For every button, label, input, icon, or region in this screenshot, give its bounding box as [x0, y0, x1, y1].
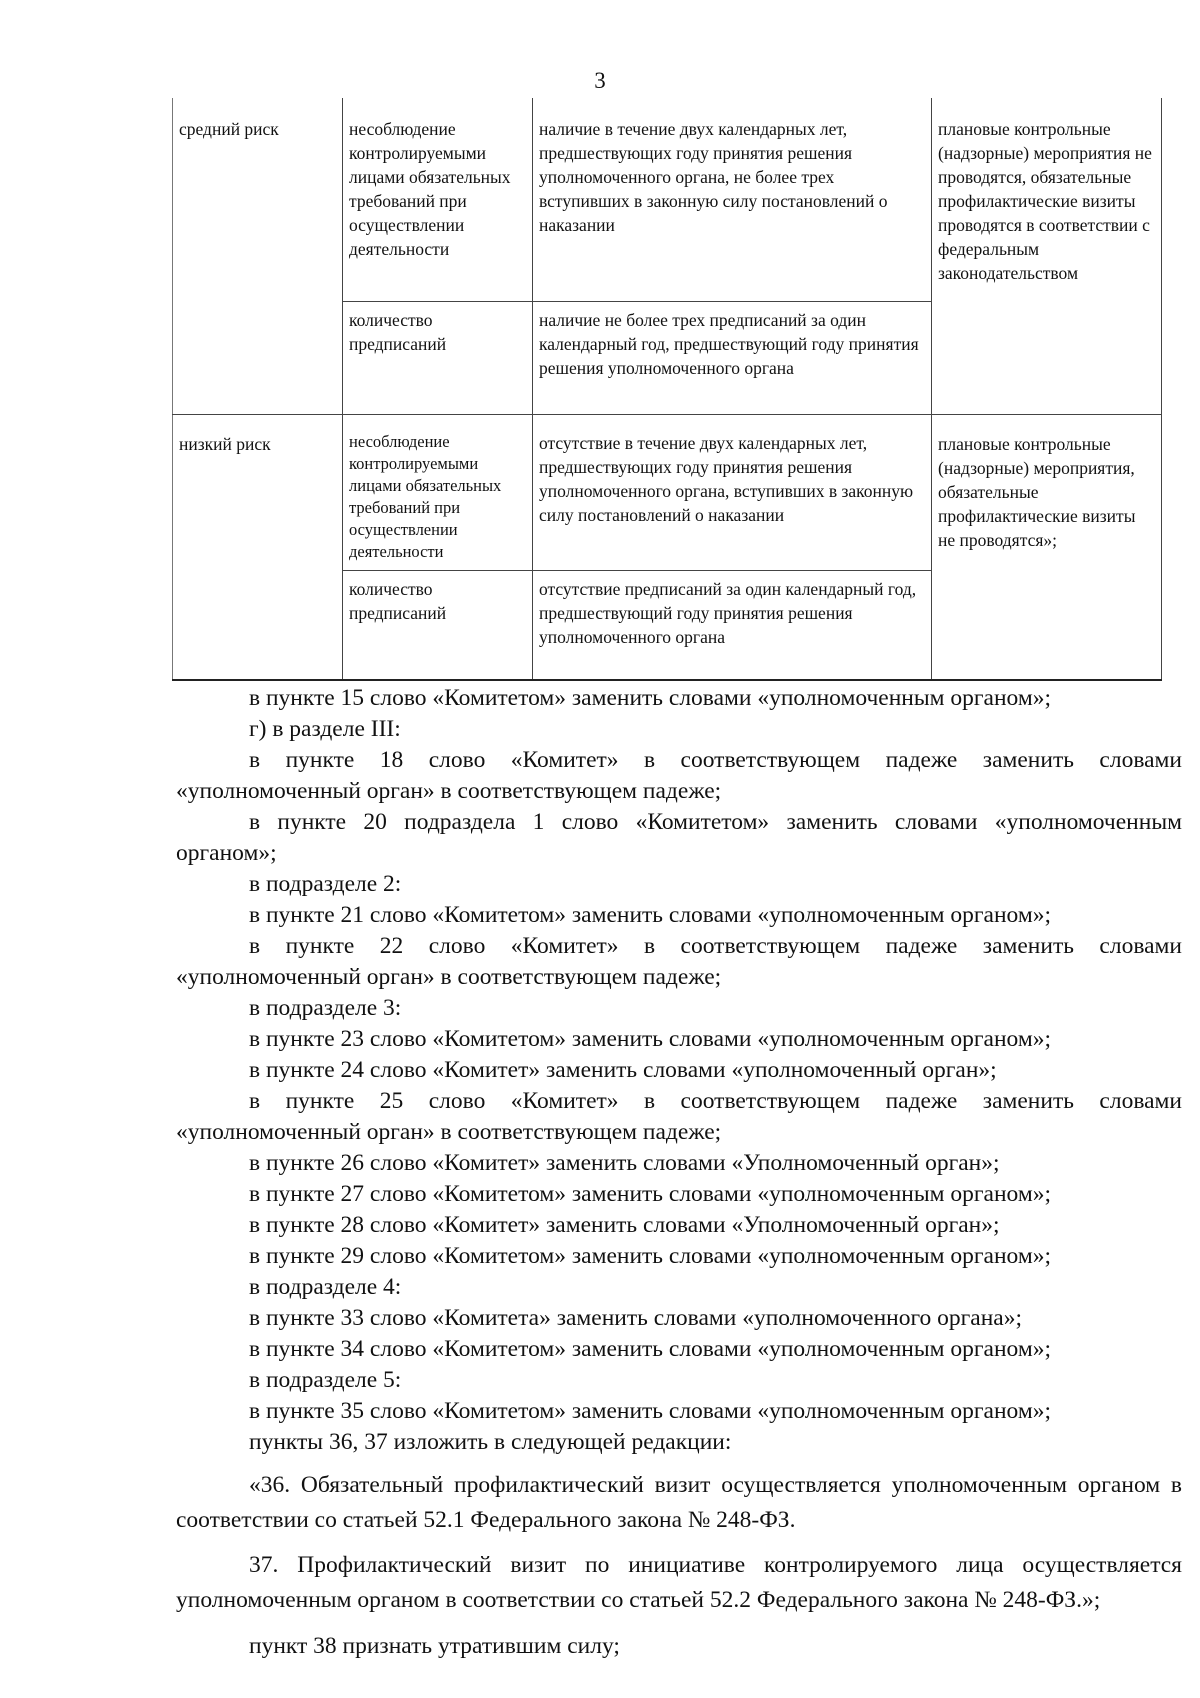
paragraph: в пункте 21 слово «Комитетом» заменить словами «уполномоченным органом»; — [249, 902, 1052, 928]
indicator-cell: наличие в течение двух календарных лет, предшествующих году принятия решения уполномоченного органа, не более трех вступивших в законную силу постановлений о наказании — [533, 98, 932, 302]
paragraph: в подразделе 3: — [249, 995, 402, 1021]
paragraph: в подразделе 2: — [249, 871, 402, 897]
indicator-cell: отсутствие в течение двух календарных лет, предшествующих году принятия решения уполномоченного органа, вступивших в законную силу постановлений о наказании — [533, 415, 932, 571]
measures-cell: плановые контрольные (надзорные) мероприятия, обязательные профилактические визиты не проводятся»; — [932, 415, 1162, 681]
paragraph: в пункте 28 слово «Комитет» заменить словами «Уполномоченный орган»; — [249, 1212, 1000, 1238]
paragraph: в пункте 34 слово «Комитетом» заменить словами «уполномоченным органом»; — [249, 1336, 1052, 1362]
paragraph: в пункте 26 слово «Комитет» заменить словами «Уполномоченный орган»; — [249, 1150, 1000, 1176]
criterion-cell: количество предписаний — [343, 571, 533, 681]
risk-category-cell: средний риск — [173, 98, 343, 415]
risk-category-cell: низкий риск — [173, 415, 343, 681]
document-body — [176, 683, 1182, 1664]
paragraph: в подразделе 5: — [249, 1367, 402, 1393]
paragraph: пункты 36, 37 изложить в следующей редакции: — [249, 1429, 732, 1455]
paragraph: 37. Профилактический визит по инициативе контролируемого лица осуществляется уполномоченным органом в соответствии со статьей 52.2 Федерального закона № 248-ФЗ.»; — [176, 1552, 1182, 1613]
paragraph: в пункте 24 слово «Комитет» заменить словами «уполномоченный орган»; — [249, 1057, 997, 1083]
criterion-cell: несоблюдение контролируемыми лицами обязательных требований при осуществлении деятельности — [343, 415, 533, 571]
paragraph: в пункте 35 слово «Комитетом» заменить словами «уполномоченным органом»; — [249, 1398, 1052, 1424]
table-row — [173, 415, 1162, 571]
paragraph: г) в разделе III: — [249, 716, 401, 742]
paragraph: в пункте 23 слово «Комитетом» заменить словами «уполномоченным органом»; — [249, 1026, 1052, 1052]
table-row — [173, 98, 1162, 302]
paragraph: в пункте 25 слово «Комитет» в соответствующем падеже заменить словами «уполномоченный орган» в соответствующем падеже; — [176, 1088, 1182, 1145]
page-number: 3 — [594, 68, 606, 93]
paragraph: в пункте 15 слово «Комитетом» заменить словами «уполномоченным органом»; — [249, 685, 1052, 711]
paragraph: в пункте 27 слово «Комитетом» заменить словами «уполномоченным органом»; — [249, 1181, 1052, 1207]
paragraph: в пункте 18 слово «Комитет» в соответствующем падеже заменить словами «уполномоченный орган» в соответствующем падеже; — [176, 747, 1182, 804]
criterion-cell: количество предписаний — [343, 302, 533, 415]
paragraph: «36. Обязательный профилактический визит осуществляется уполномоченным органом в соответствии со статьей 52.1 Федерального закона № 248-ФЗ. — [176, 1472, 1182, 1533]
indicator-cell: отсутствие предписаний за один календарный год, предшествующий году принятия решения уполномоченного органа — [533, 571, 932, 681]
measures-cell: плановые контрольные (надзорные) мероприятия не проводятся, обязательные профилактические визиты проводятся в соответствии с федеральным законодательством — [932, 98, 1162, 415]
paragraph: в пункте 22 слово «Комитет» в соответствующем падеже заменить словами «уполномоченный орган» в соответствующем падеже; — [176, 933, 1182, 990]
indicator-cell: наличие не более трех предписаний за один календарный год, предшествующий году принятия решения уполномоченного органа — [533, 302, 932, 415]
paragraph: в пункте 20 подраздела 1 слово «Комитетом» заменить словами «уполномоченным органом»; — [176, 809, 1182, 866]
criterion-cell: несоблюдение контролируемыми лицами обязательных требований при осуществлении деятельности — [343, 98, 533, 302]
paragraph: пункт 38 признать утратившим силу; — [249, 1633, 620, 1659]
risk-categories-table — [172, 98, 1162, 681]
paragraph: в подразделе 4: — [249, 1274, 402, 1300]
paragraph: в пункте 33 слово «Комитета» заменить словами «уполномоченного органа»; — [249, 1305, 1023, 1331]
paragraph: в пункте 29 слово «Комитетом» заменить словами «уполномоченным органом»; — [249, 1243, 1052, 1269]
